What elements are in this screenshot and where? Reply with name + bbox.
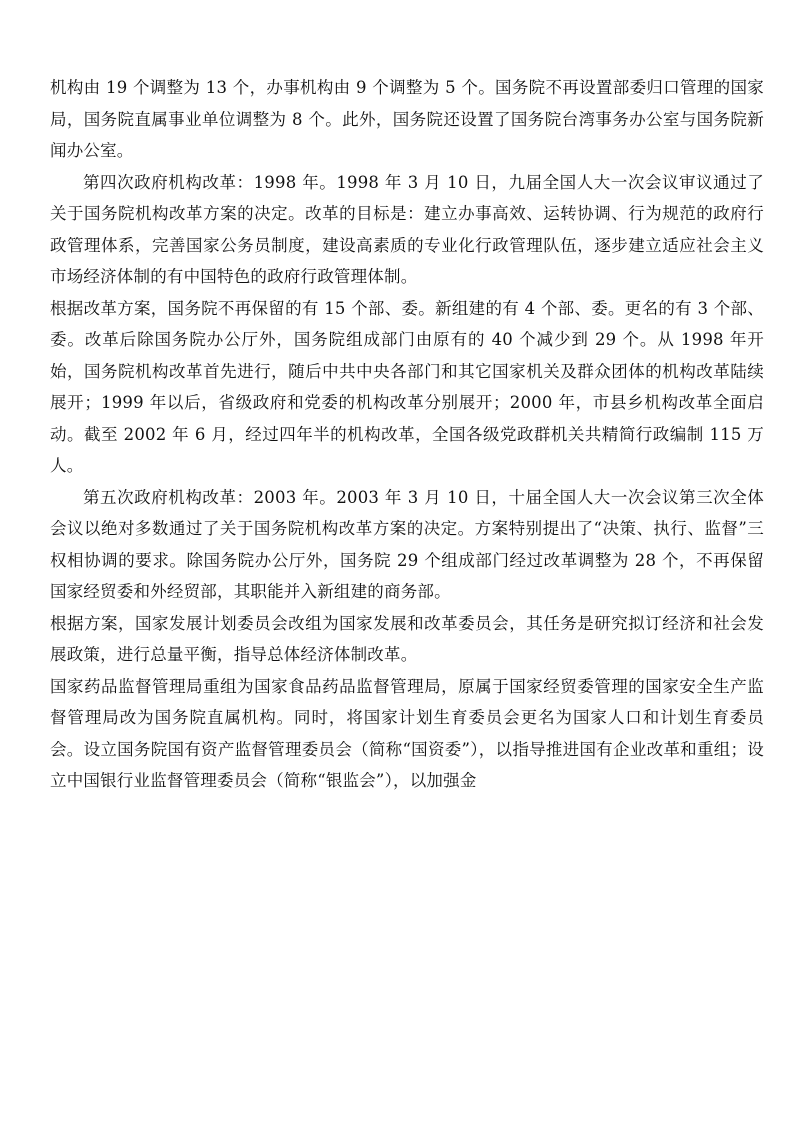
- paragraph-6: 国家药品监督管理局重组为国家食品药品监督管理局，原属于国家经贸委管理的国家安全生产监督管理局改为国务院直属机构。同时，将国家计划生育委员会更名为国家人口和计划生育委员会。设立国务院国有资产监督管理委员会（简称“国资委”），以指导推进国有企业改革和重组；设立中国银行业监督管理委员会（简称“银监会”），以加强金: [50, 676, 764, 790]
- paragraph-3: 根据改革方案，国务院不再保留的有 15 个部、委。新组建的有 4 个部、委。更名的有 3 个部、委。改革后除国务院办公厅外，国务院组成部门由原有的 40 个减少到 29 个。从 1998 年开始，国务院机构改革首先进行，随后中共中央各部门和其它国家机关及群众团体的机构改革陆续展开；1999 年以后，省级政府和党委的机构改革分别展开；2000 年，市县乡机构改革全面启动。截至 2002 年 6 月，经过四年半的机构改革，全国各级党政群机关共精简行政编制 115 万人。: [50, 298, 764, 475]
- paragraph-1: 机构由 19 个调整为 13 个，办事机构由 9 个调整为 5 个。国务院不再设置部委归口管理的国家局，国务院直属事业单位调整为 8 个。此外，国务院还设置了国务院台湾事务办公室与国务院新闻办公室。: [50, 78, 764, 160]
- paragraph-2: 第四次政府机构改革：1998 年。1998 年 3 月 10 日，九届全国人大一次会议审议通过了关于国务院机构改革方案的决定。改革的目标是：建立办事高效、运转协调、行为规范的政府行政管理体系，完善国家公务员制度，建设高素质的专业化行政管理队伍，逐步建立适应社会主义市场经济体制的有中国特色的政府行政管理体制。: [50, 172, 764, 286]
- paragraph-4: 第五次政府机构改革：2003 年。2003 年 3 月 10 日，十届全国人大一次会议第三次全体会议以绝对多数通过了关于国务院机构改革方案的决定。方案特别提出了“决策、执行、监督”三权相协调的要求。除国务院办公厅外，国务院 29 个组成部门经过改革调整为 28 个，不再保留国家经贸委和外经贸部，其职能并入新组建的商务部。: [50, 487, 764, 601]
- paragraph-5: 根据方案，国家发展计划委员会改组为国家发展和改革委员会，其任务是研究拟订经济和社会发展政策，进行总量平衡，指导总体经济体制改革。: [50, 613, 764, 664]
